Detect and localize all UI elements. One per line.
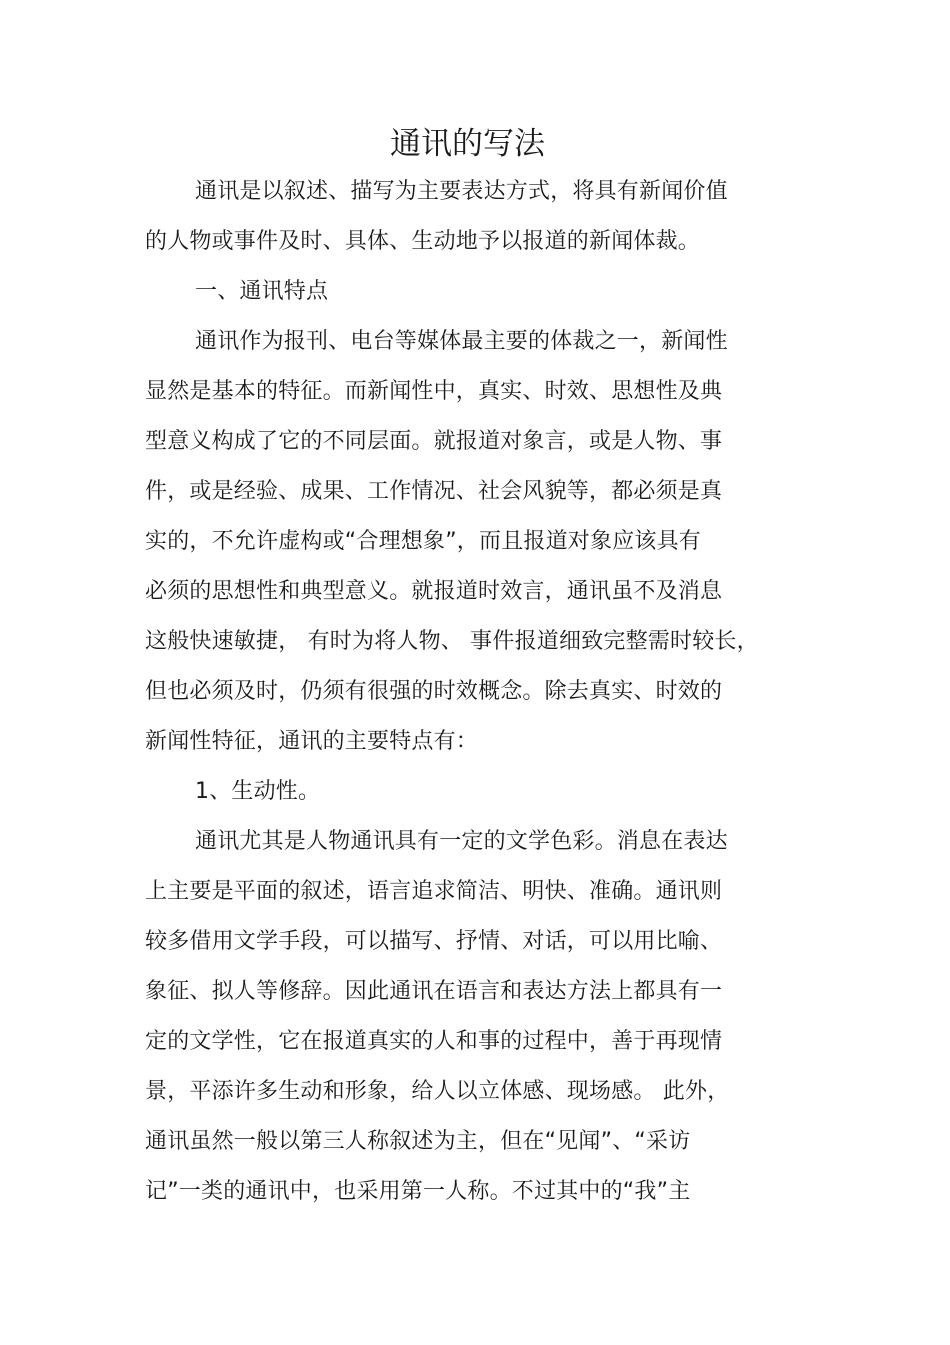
paragraph-line: 景，平添许多生动和形象，给人以立体感、现场感。 此外，	[145, 1079, 730, 1104]
paragraph-line: 上主要是平面的叙述，语言追求简洁、明快、准确。通讯则	[145, 879, 723, 904]
paragraph-line: 通讯作为报刊、电台等媒体最主要的体裁之一，新闻性	[195, 329, 728, 354]
paragraph-line: 通讯是以叙述、描写为主要表达方式，将具有新闻价值	[195, 179, 728, 204]
paragraph-line: 显然是基本的特征。而新闻性中，真实、时效、思想性及典	[145, 379, 723, 404]
paragraph-line: 象征、拟人等修辞。因此通讯在语言和表达方法上都具有一	[145, 979, 723, 1004]
paragraph-line: 定的文学性，它在报道真实的人和事的过程中，善于再现情	[145, 1029, 723, 1054]
section-heading: 一、通讯特点	[195, 279, 329, 304]
subsection-heading: 1、生动性。	[195, 779, 321, 804]
paragraph-line: 记”一类的通讯中，也采用第一人称。不过其中的“我”主	[145, 1179, 691, 1204]
paragraph-line: 必须的思想性和典型意义。就报道时效言，通讯虽不及消息	[145, 579, 723, 604]
paragraph-line: 型意义构成了它的不同层面。就报道对象言，或是人物、事	[145, 429, 723, 454]
paragraph-line: 通讯尤其是人物通讯具有一定的文学色彩。消息在表达	[195, 829, 728, 854]
paragraph-line: 但也必须及时，仍须有很强的时效概念。除去真实、时效的	[145, 679, 723, 704]
document-title: 通讯的写法	[390, 126, 545, 162]
paragraph-line: 件，或是经验、成果、工作情况、社会风貌等，都必须是真	[145, 479, 723, 504]
paragraph-line: 这般快速敏捷， 有时为将人物、 事件报道细致完整需时较长，	[145, 629, 759, 654]
paragraph-line: 较多借用文学手段，可以描写、抒情、对话，可以用比喻、	[145, 929, 723, 954]
paragraph-line: 新闻性特征，通讯的主要特点有：	[145, 729, 479, 754]
paragraph-line: 实的，不允许虚构或“合理想象”，而且报道对象应该具有	[145, 529, 701, 554]
paragraph-line: 通讯虽然一般以第三人称叙述为主，但在“见闻”、“采访	[145, 1129, 691, 1154]
paragraph-line: 的人物或事件及时、具体、生动地予以报道的新闻体裁。	[145, 229, 701, 254]
